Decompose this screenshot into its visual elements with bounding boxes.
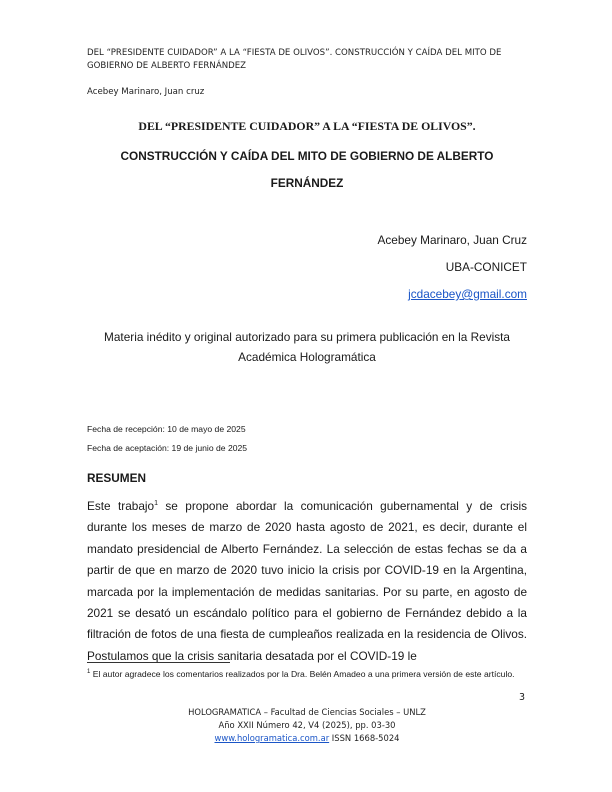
- abstract-heading: RESUMEN: [87, 471, 146, 485]
- date-received: Fecha de recepción: 10 de mayo de 2025: [87, 424, 246, 434]
- article-title-line-1: DEL “PRESIDENTE CUIDADOR” A LA “FIESTA DE OLIVOS”.: [138, 119, 476, 133]
- footer-journal: HOLOGRAMATICA – Facultad de Ciencias Sociales – UNLZ: [188, 707, 426, 717]
- article-title-line-3: FERNÁNDEZ: [270, 176, 344, 190]
- article-title-line-2: CONSTRUCCIÓN Y CAÍDA DEL MITO DE GOBIERNO DE ALBERTO: [120, 149, 494, 163]
- author-email-link[interactable]: jcdacebey@gmail.com: [408, 287, 527, 301]
- page-number: 3: [518, 692, 525, 703]
- page-footer: [87, 706, 527, 745]
- running-header-title: DEL “PRESIDENTE CUIDADOR” A LA “FIESTA DE OLIVOS”. CONSTRUCCIÓN Y CAÍDA DEL MITO DE GOBIERNO DE ALBERTO FERNÁNDEZ: [87, 48, 502, 71]
- footer-website-link[interactable]: www.hologramatica.com.ar: [214, 733, 330, 743]
- author-affiliation: UBA-CONICET: [445, 260, 527, 274]
- footer-issue: Año XXII Número 42, V4 (2025), pp. 03-30: [218, 720, 396, 730]
- footer-issn: ISSN 1668-5024: [329, 733, 400, 743]
- abstract-lead: Este trabajo: [87, 499, 155, 513]
- footnote-divider: [87, 662, 230, 663]
- author-name: Acebey Marinaro, Juan Cruz: [377, 233, 527, 247]
- footnote-reference[interactable]: 1: [154, 500, 158, 508]
- publication-note: Materia inédito y original autorizado para su primera publicación en la Revista Académica Hologramática: [104, 330, 510, 364]
- abstract-text: [87, 496, 527, 667]
- footnote-text: El autor agradece los comentarios realizados por la Dra. Belén Amadeo a una primera versión de este artículo.: [90, 669, 515, 679]
- footnote: [87, 668, 527, 680]
- running-header-authors: Acebey Marinaro, Juan cruz: [87, 87, 205, 97]
- abstract-body: se propone abordar la comunicación gubernamental y de crisis durante los meses de marzo de 2020 hasta agosto de 2021, es decir, durante el mandato presidencial de Alberto Fernández. La selección de estas fechas se da a partir de que en marzo de 2020 tuvo inicio la crisis por COVID-19 en la Argentina, marcada por la implementación de medidas sanitarias. Por su parte, en agosto de 2021 se desató un escándalo político para el gobierno de Fernández debido a la filtración de fotos de una fiesta de cumpleaños realizada en la residencia de Olivos. Postulamos que la crisis sanitaria desatada por el COVID-19 le: [87, 499, 527, 663]
- footnote-mark: 1: [87, 669, 91, 676]
- footer-links: [87, 732, 527, 745]
- date-accepted: Fecha de aceptación: 19 de junio de 2025: [87, 443, 248, 453]
